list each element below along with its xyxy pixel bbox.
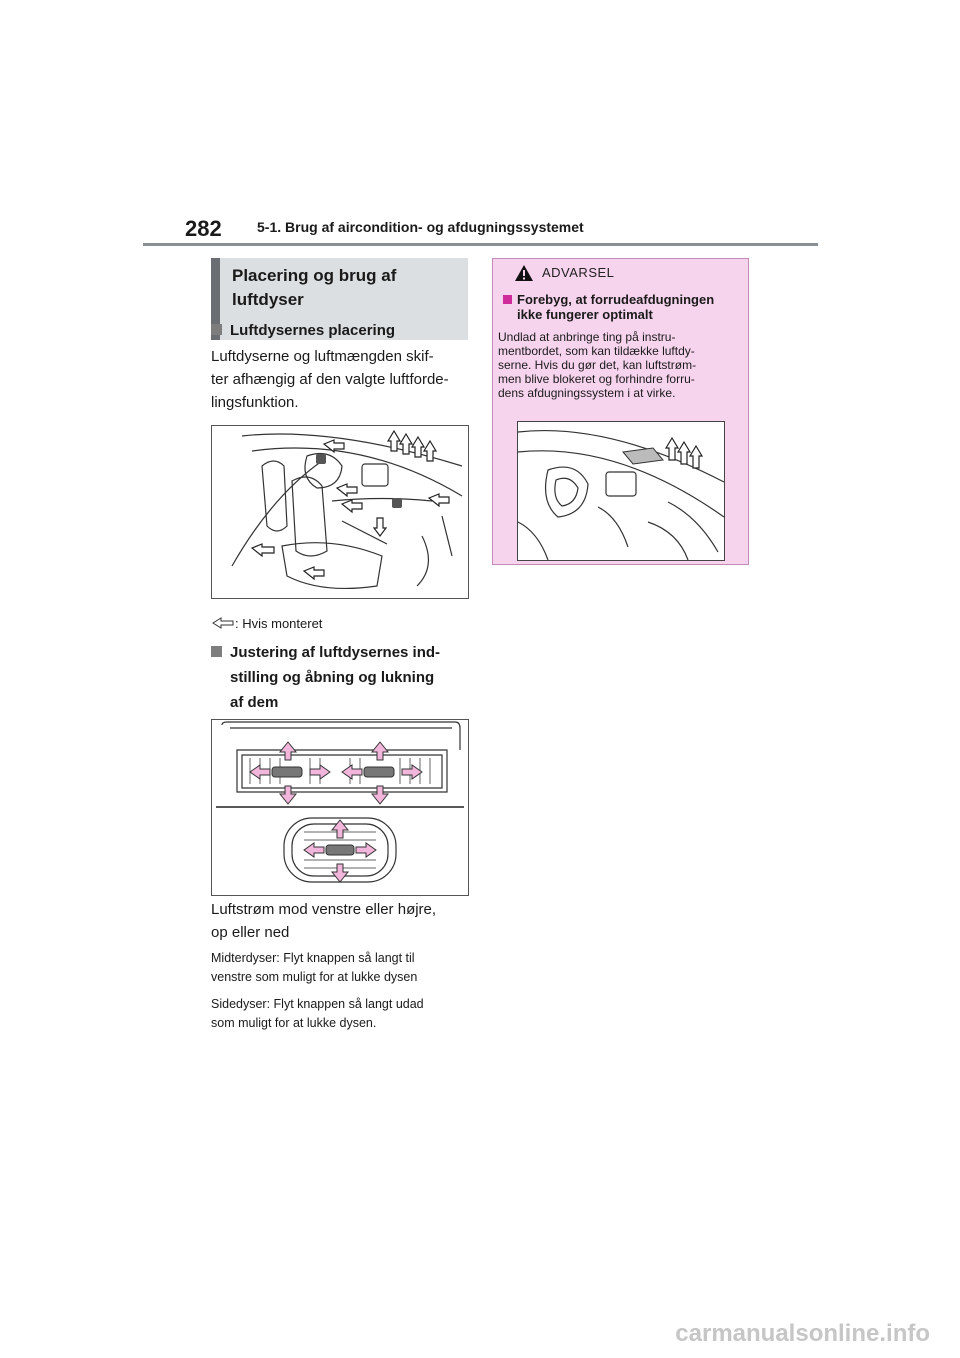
airflow-text: Luftstrøm mod venstre eller højre, op eller ned — [211, 901, 437, 941]
interior-illustration — [212, 426, 468, 598]
square-bullet-icon — [211, 646, 222, 657]
side-vents-note: Sidedyser: Flyt knappen så langt udad som muligt for at lukke dysen. — [211, 997, 424, 1030]
dashboard-illustration — [518, 422, 724, 560]
chapter-title: 5-1. Brug af aircondition- og afdugningssystemet — [257, 219, 584, 235]
legend: : Hvis monteret — [211, 614, 322, 632]
subheading-vent-locations: Luftdysernes placering — [211, 318, 395, 343]
watermark: carmanualsonline.info — [675, 1320, 930, 1347]
vent-adjustment-illustration — [212, 720, 468, 895]
square-bullet-icon — [211, 324, 222, 335]
warning-triangle-icon — [514, 264, 534, 282]
square-bullet-icon — [503, 295, 512, 304]
page-number: 282 — [185, 216, 222, 241]
subheading-adjust-vents: Justering af luftdysernes ind- stilling og åbning og lukning af dem — [211, 640, 440, 715]
header-rule — [143, 243, 818, 246]
center-vents-note: Midterdyser: Flyt knappen så langt til venstre som muligt for at lukke dysen — [211, 951, 418, 984]
vent-adjustment-figure — [211, 719, 469, 896]
interior-vents-figure — [211, 425, 469, 599]
warning-body: Undlad at anbringe ting på instru- mentbordet, som kan tildække luftdy- serne. Hvis du gør det, kan luftstrøm- men blive blokeret og forhindre forru- dens afdugningssystem i at virke. — [498, 330, 697, 400]
warning-header — [493, 259, 748, 286]
warning-title: ADVARSEL — [542, 265, 615, 280]
optional-arrow-icon — [211, 616, 235, 630]
vent-locations-text: Luftdyserne og luftmængden skif- ter afhængig af den valgte luftforde- lingsfunktion. — [211, 348, 449, 411]
warning-box — [492, 258, 749, 565]
blocked-vent-figure — [517, 421, 725, 561]
section-title: Placering og brug af luftdyser — [232, 266, 397, 309]
warning-subtitle: Forebyg, at forrudeafdugningen ikke fungerer optimalt — [503, 292, 714, 322]
